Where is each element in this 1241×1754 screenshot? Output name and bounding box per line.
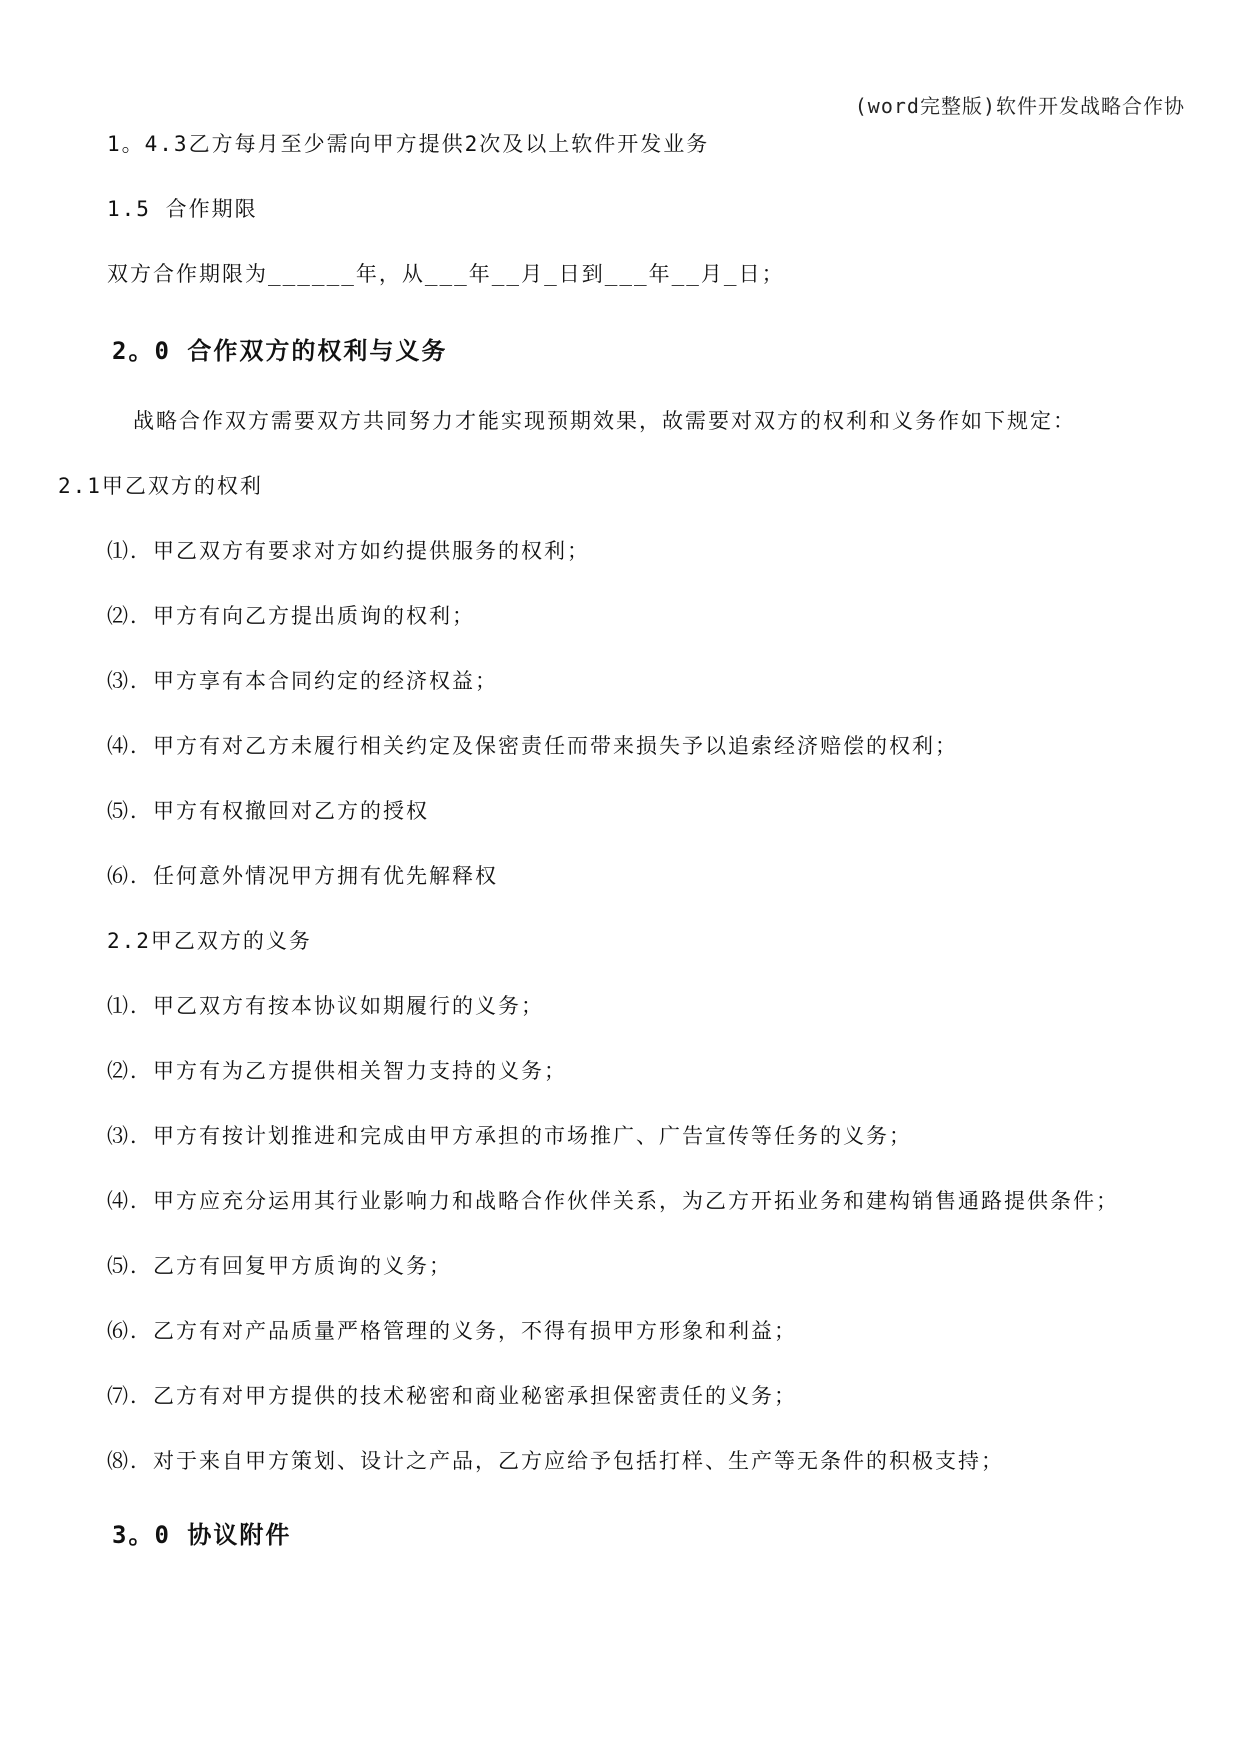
clause-1-5-text: 双方合作期限为______年，从___年__月_日到___年__月_日；: [107, 262, 785, 286]
duties-item: ⑵．甲方有为乙方提供相关智力支持的义务；: [107, 1059, 567, 1083]
section-3-heading: 3。0 协议附件: [112, 1521, 292, 1549]
rights-item: ⑷．甲方有对乙方未履行相关约定及保密责任而带来损失予以追索经济赔偿的权利；: [107, 734, 958, 758]
rights-item: ⑵．甲方有向乙方提出质询的权利；: [107, 604, 475, 628]
duties-item: ⑸．乙方有回复甲方质询的义务；: [107, 1254, 452, 1278]
duties-item: ⑶．甲方有按计划推进和完成由甲方承担的市场推广、广告宣传等任务的义务；: [107, 1124, 912, 1148]
duties-item: ⑴．甲乙双方有按本协议如期履行的义务；: [107, 994, 544, 1018]
duties-item: ⑷．甲方应充分运用其行业影响力和战略合作伙伴关系，为乙方开拓业务和建构销售通路提供条件；: [107, 1189, 1119, 1213]
duties-item: ⑺．乙方有对甲方提供的技术秘密和商业秘密承担保密责任的义务；: [107, 1384, 797, 1408]
rights-item: ⑴．甲乙双方有要求对方如约提供服务的权利；: [107, 539, 590, 563]
duties-item: ⑻．对于来自甲方策划、设计之产品，乙方应给予包括打样、生产等无条件的积极支持；: [107, 1449, 1004, 1473]
page-header: (word完整版)软件开发战略合作协: [854, 94, 1185, 118]
duties-title: 2.2甲乙双方的义务: [107, 929, 312, 953]
rights-item: ⑹．任何意外情况甲方拥有优先解释权: [107, 864, 498, 888]
duties-item: ⑹．乙方有对产品质量严格管理的义务，不得有损甲方形象和利益；: [107, 1319, 797, 1343]
rights-item: ⑶．甲方享有本合同约定的经济权益；: [107, 669, 498, 693]
section-2-heading: 2。0 合作双方的权利与义务: [112, 337, 448, 365]
clause-1-4-3: 1。4.3乙方每月至少需向甲方提供2次及以上软件开发业务: [107, 132, 710, 156]
rights-title: 2.1甲乙双方的权利: [58, 474, 263, 498]
rights-item: ⑸．甲方有权撤回对乙方的授权: [107, 799, 429, 823]
section-2-intro: 战略合作双方需要双方共同努力才能实现预期效果，故需要对双方的权利和义务作如下规定：: [133, 409, 1076, 433]
clause-1-5-title: 1.5 合作期限: [107, 197, 258, 221]
